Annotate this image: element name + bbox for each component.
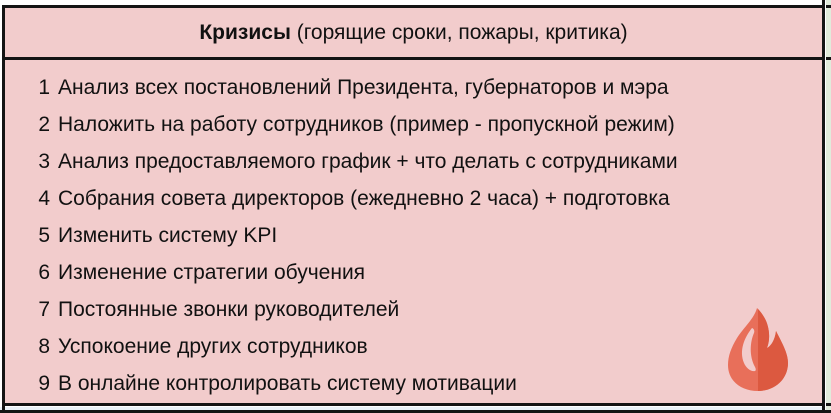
list-item [5, 365, 822, 402]
list-item-number: 8 [38, 334, 50, 358]
list-item [5, 180, 822, 217]
list-item [5, 69, 822, 106]
list-item-number: 1 [38, 75, 50, 99]
list-item [5, 217, 822, 254]
list-item-text: Собрания совета директоров (ежедневно 2 часа) + подготовка [58, 186, 670, 210]
list-item [5, 106, 822, 143]
list-item-text: Анализ предоставляемого график + что делать с сотрудниками [58, 149, 678, 173]
list-item-text: В онлайне контролировать систему мотивации [58, 371, 517, 395]
list-item-number: 7 [38, 297, 50, 321]
crises-box [2, 5, 825, 406]
list-item-text: Постоянные звонки руководителей [58, 297, 400, 321]
crises-list [5, 60, 822, 402]
list-item-text: Наложить на работу сотрудников (пример - пропускной режим) [58, 112, 675, 136]
list-item [5, 143, 822, 180]
list-item-number: 4 [38, 186, 50, 210]
header-title-rest: (горящие сроки, пожары, критика) [290, 20, 628, 44]
flame-icon [723, 307, 793, 391]
list-item-number: 3 [38, 149, 50, 173]
list-item [5, 328, 822, 365]
adjacent-quadrant-edge [826, 0, 831, 413]
list-item-text: Изменение стратегии обучения [58, 260, 366, 284]
adjacent-bottom-border [826, 403, 831, 406]
crises-header [5, 8, 822, 60]
list-item [5, 291, 822, 328]
adjacent-divider-border [826, 57, 831, 60]
list-item-number: 9 [38, 371, 50, 395]
list-item-number: 5 [38, 223, 50, 247]
list-item-text: Анализ всех постановлений Президента, губернаторов и мэра [58, 75, 669, 99]
adjacent-top-border [826, 5, 831, 8]
header-title-bold: Кризисы [199, 20, 291, 44]
list-item-number: 2 [38, 112, 50, 136]
list-item-number: 6 [38, 260, 50, 284]
shared-vertical-border [822, 0, 825, 413]
list-item-text: Успокоение других сотрудников [58, 334, 368, 358]
list-item-text: Изменить систему KPI [58, 223, 278, 247]
list-item [5, 254, 822, 291]
